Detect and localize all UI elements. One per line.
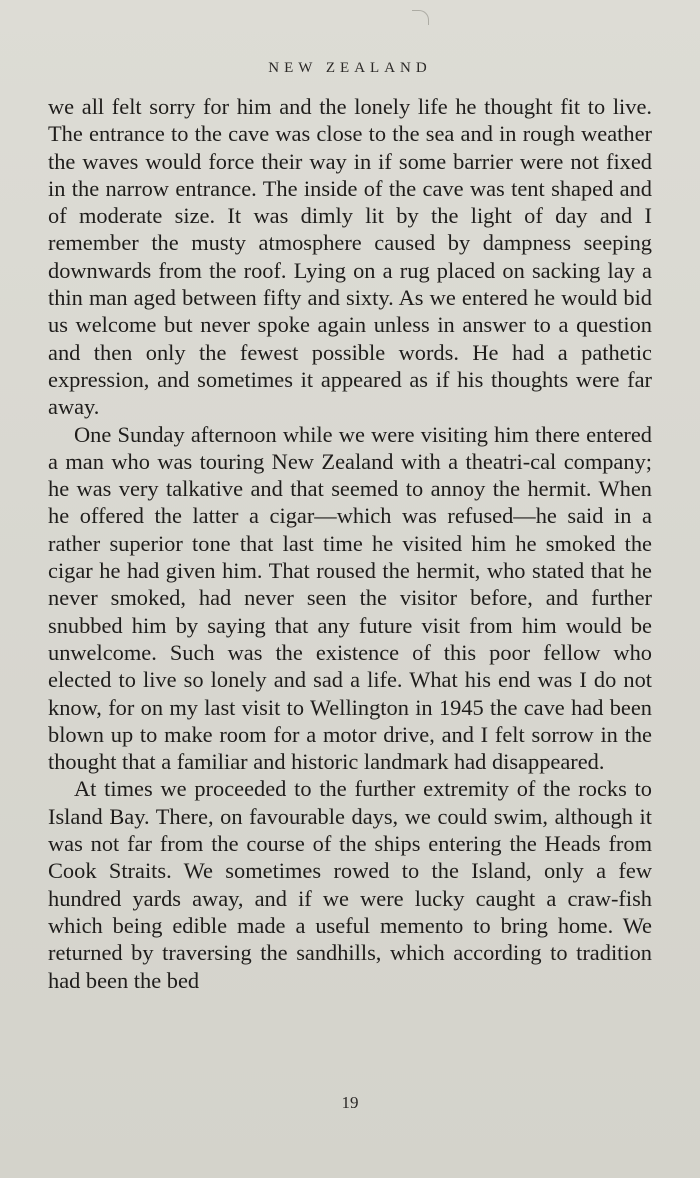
paragraph-2: One Sunday afternoon while we were visiting him there entered a man who was touring New Zealand with a theatri-cal company; he was very talkative and that seemed to annoy the hermit. When he offered the latter a cigar—which was refused—he said in a rather superior tone that last time he visited him he smoked the cigar he had given him. That roused the hermit, who stated that he never smoked, had never seen the visitor before, and further snubbed him by saying that any future visit from him would be unwelcome. Such was the existence of this poor fellow who elected to live so lonely and sad a life. What his end was I do not know, for on my last visit to Wellington in 1945 the cave had been blown up to make room for a motor drive, and I felt sorrow in the thought that a familiar and historic landmark had disappeared. [48,421,652,775]
body-text [48,93,652,994]
running-head: NEW ZEALAND [268,60,432,76]
page-corner-mark [412,10,429,25]
paragraph-3: At times we proceeded to the further extremity of the rocks to Island Bay. There, on favourable days, we could swim, although it was not far from the course of the ships entering the Heads from Cook Straits. We sometimes rowed to the Island, only a few hundred yards away, and if we were lucky caught a craw-fish which being edible made a useful memento to bring home. We returned by traversing the sandhills, which according to tradition had been the bed [48,776,652,993]
page-number: 19 [341,1093,359,1112]
paragraph-1: we all felt sorry for him and the lonely life he thought fit to live. The entrance to the cave was close to the sea and in rough weather the waves would force their way in if some barrier were not fixed in the narrow entrance. The inside of the cave was tent shaped and of moderate size. It was dimly lit by the light of day and I remember the musty atmosphere caused by dampness seeping downwards from the roof. Lying on a rug placed on sacking lay a thin man aged between fifty and sixty. As we entered he would bid us welcome but never spoke again unless in answer to a question and then only the fewest possible words. He had a pathetic expression, and sometimes it appeared as if his thoughts were far away. [48,94,652,420]
